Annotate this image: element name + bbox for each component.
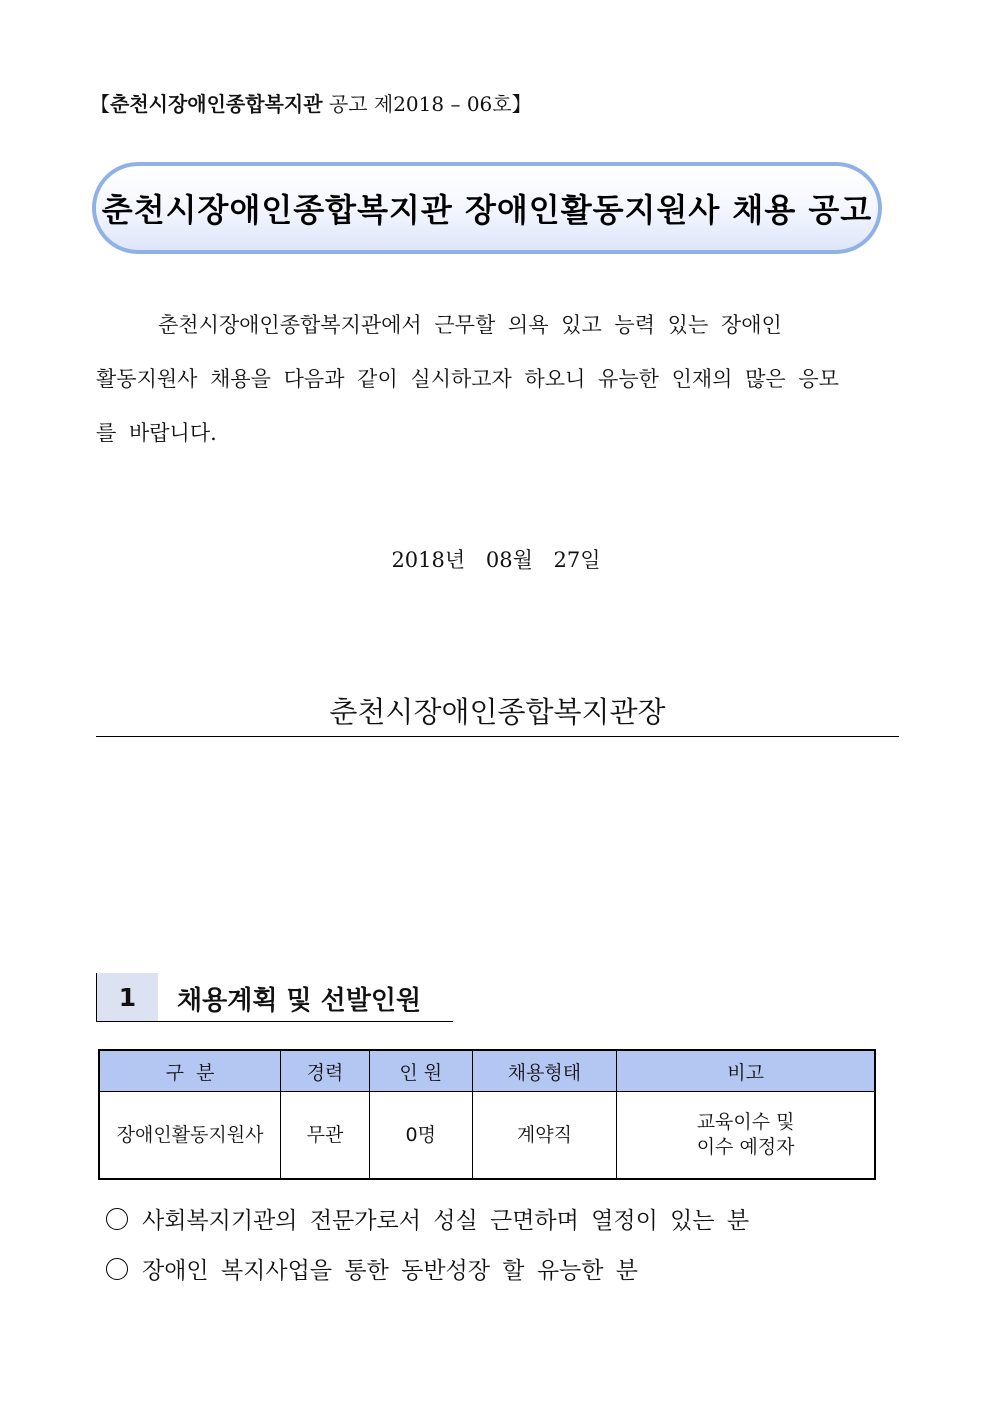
circle-bullet-icon xyxy=(106,1208,128,1230)
table-row xyxy=(99,1092,875,1180)
cell-category: 장애인활동지원사 xyxy=(99,1092,281,1180)
intro-line-1: 춘천시장애인종합복지관에서 근무할 의욕 있고 능력 있는 장애인 xyxy=(158,313,782,337)
header-count: 인 원 xyxy=(369,1050,472,1092)
list-item xyxy=(106,1200,749,1250)
title-banner xyxy=(92,162,882,254)
cell-experience: 무관 xyxy=(281,1092,370,1180)
list-item-text: 장애인 복지사업을 통한 동반성장 할 유능한 분 xyxy=(142,1258,639,1284)
list-item xyxy=(106,1250,749,1300)
table-header-row xyxy=(99,1050,875,1092)
cell-employment-type: 계약직 xyxy=(472,1092,617,1180)
qualification-list xyxy=(106,1200,749,1300)
header-experience: 경력 xyxy=(281,1050,370,1092)
header-employment-type: 채용형태 xyxy=(472,1050,617,1092)
notice-bracket-close: 】 xyxy=(511,92,532,116)
note-line-2: 이수 예정자 xyxy=(696,1136,795,1158)
section-heading xyxy=(96,973,453,1022)
intro-line-2: 활동지원사 채용을 다음과 같이 실시하고자 하오니 유능한 인재의 많은 응모 xyxy=(96,367,839,391)
intro-line-3: 를 바랍니다. xyxy=(96,421,217,445)
header-category: 구 분 xyxy=(99,1050,281,1092)
list-item-text: 사회복지기관의 전문가로서 성실 근면하며 열정이 있는 분 xyxy=(142,1208,750,1234)
section-number: 1 xyxy=(97,973,158,1021)
notice-number xyxy=(90,88,532,117)
note-line-1: 교육이수 및 xyxy=(696,1111,795,1133)
notice-org: 춘천시장애인종합복지관 xyxy=(110,92,323,116)
cell-note xyxy=(617,1092,875,1180)
page-title: 춘천시장애인종합복지관 장애인활동지원사 채용 공고 xyxy=(101,191,873,229)
notice-text: 공고 제2018 – 06호 xyxy=(322,92,512,116)
recruitment-table xyxy=(98,1049,876,1180)
notice-date: 2018년 08월 27일 xyxy=(391,548,601,572)
signer-name: 춘천시장애인종합복지관장 xyxy=(96,690,899,737)
notice-bracket-open: 【 xyxy=(90,92,110,116)
header-note: 비고 xyxy=(617,1050,875,1092)
intro-paragraph xyxy=(96,298,902,460)
circle-bullet-icon xyxy=(106,1258,128,1280)
cell-count: 0명 xyxy=(369,1092,472,1180)
section-title: 채용계획 및 선발인원 xyxy=(177,986,422,1016)
